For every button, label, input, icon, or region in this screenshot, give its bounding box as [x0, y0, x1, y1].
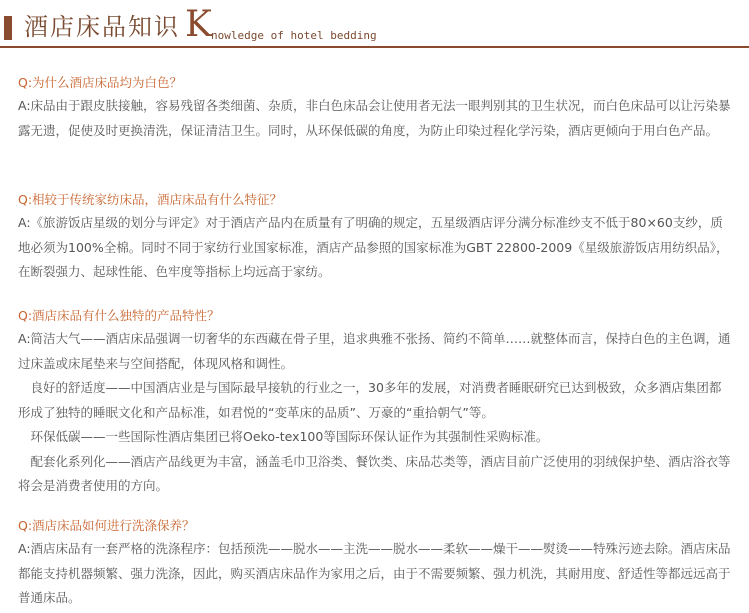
answer-paragraph: A:床品由于跟皮肤接触，容易残留各类细菌、杂质，非白色床品会让使用者无法一眼判别其的卫生状况，而白色床品可以让污染暴露无遗，促使及时更换清洗，保证清洁卫生。同时，从环保低碳的角度，为防止印染过程化学污染，酒店更倾向于用白色产品。 [18, 98, 731, 138]
header-initial: K [185, 4, 212, 45]
question: Q:相较于传统家纺床品，酒店床品有什么特征？ [18, 192, 283, 207]
header-divider [0, 46, 749, 48]
question: Q:酒店床品有什么独特的产品特性？ [18, 308, 220, 323]
qa-block-4 [18, 515, 733, 611]
answer [18, 211, 733, 285]
answer-paragraph: A:酒店床品有一套严格的洗涤程序：包括预洗——脱水——主洗——脱水——柔软——燥干——熨烫——特殊污迹去除。酒店床品都能支持机器频繁、强力洗涤，因此，购买酒店床品作为家用之后，由于不需要频繁、强力机洗，其耐用度、舒适性等都远远高于普通床品。 [18, 541, 731, 605]
answer-paragraph: A:简洁大气——酒店床品强调一切奢华的东西藏在骨子里，追求典雅不张扬、简约不简单……就整体而言，保持白色的主色调，通过床盖或床尾垫来与空间搭配，体现风格和调性。 [18, 331, 731, 371]
header-subtitle: nowledge of hotel bedding [211, 29, 377, 42]
qa-block-1 [18, 72, 733, 143]
answer-paragraph: 配套化系列化——酒店产品线更为丰富，涵盖毛巾卫浴类、餐饮类、床品芯类等，酒店目前广泛使用的羽绒保护垫、酒店浴衣等将会是消费者使用的方向。 [18, 453, 731, 493]
qa-block-2 [18, 189, 733, 285]
answer-paragraph: A:《旅游饭店星级的划分与评定》对于酒店产品内在质量有了明确的规定，五星级酒店评分满分标准纱支不低于80×60支纱，质地必须为100%全棉。同时不同于家纺行业国家标准，酒店产品参照的国家标准为GBT 22800-2009《星级旅游饭店用纺织品》，在断裂强力、起球性能、色牢度等指标上均远高于家纺。 [18, 215, 729, 279]
qa-block-3 [18, 305, 733, 499]
question: Q:酒店床品如何进行洗涤保养？ [18, 518, 195, 533]
page-header [0, 0, 749, 52]
answer [18, 327, 733, 499]
answer [18, 94, 733, 143]
answer-paragraph: 环保低碳——一些国际性酒店集团已将Oeko-tex100等国际环保认证作为其强制性采购标准。 [18, 429, 549, 444]
header-title: 酒店床品知识 [24, 13, 180, 41]
answer [18, 537, 733, 611]
header-accent-bar [4, 16, 12, 40]
question: Q:为什么酒店床品均为白色？ [18, 75, 183, 90]
answer-paragraph: 良好的舒适度——中国酒店业是与国际最早接轨的行业之一，30多年的发展，对消费者睡眠研究已达到极致，众多酒店集团都形成了独特的睡眠文化和产品标准，如君悦的“变革床的品质”、万豪的“重拾朝气”等。 [18, 380, 722, 420]
